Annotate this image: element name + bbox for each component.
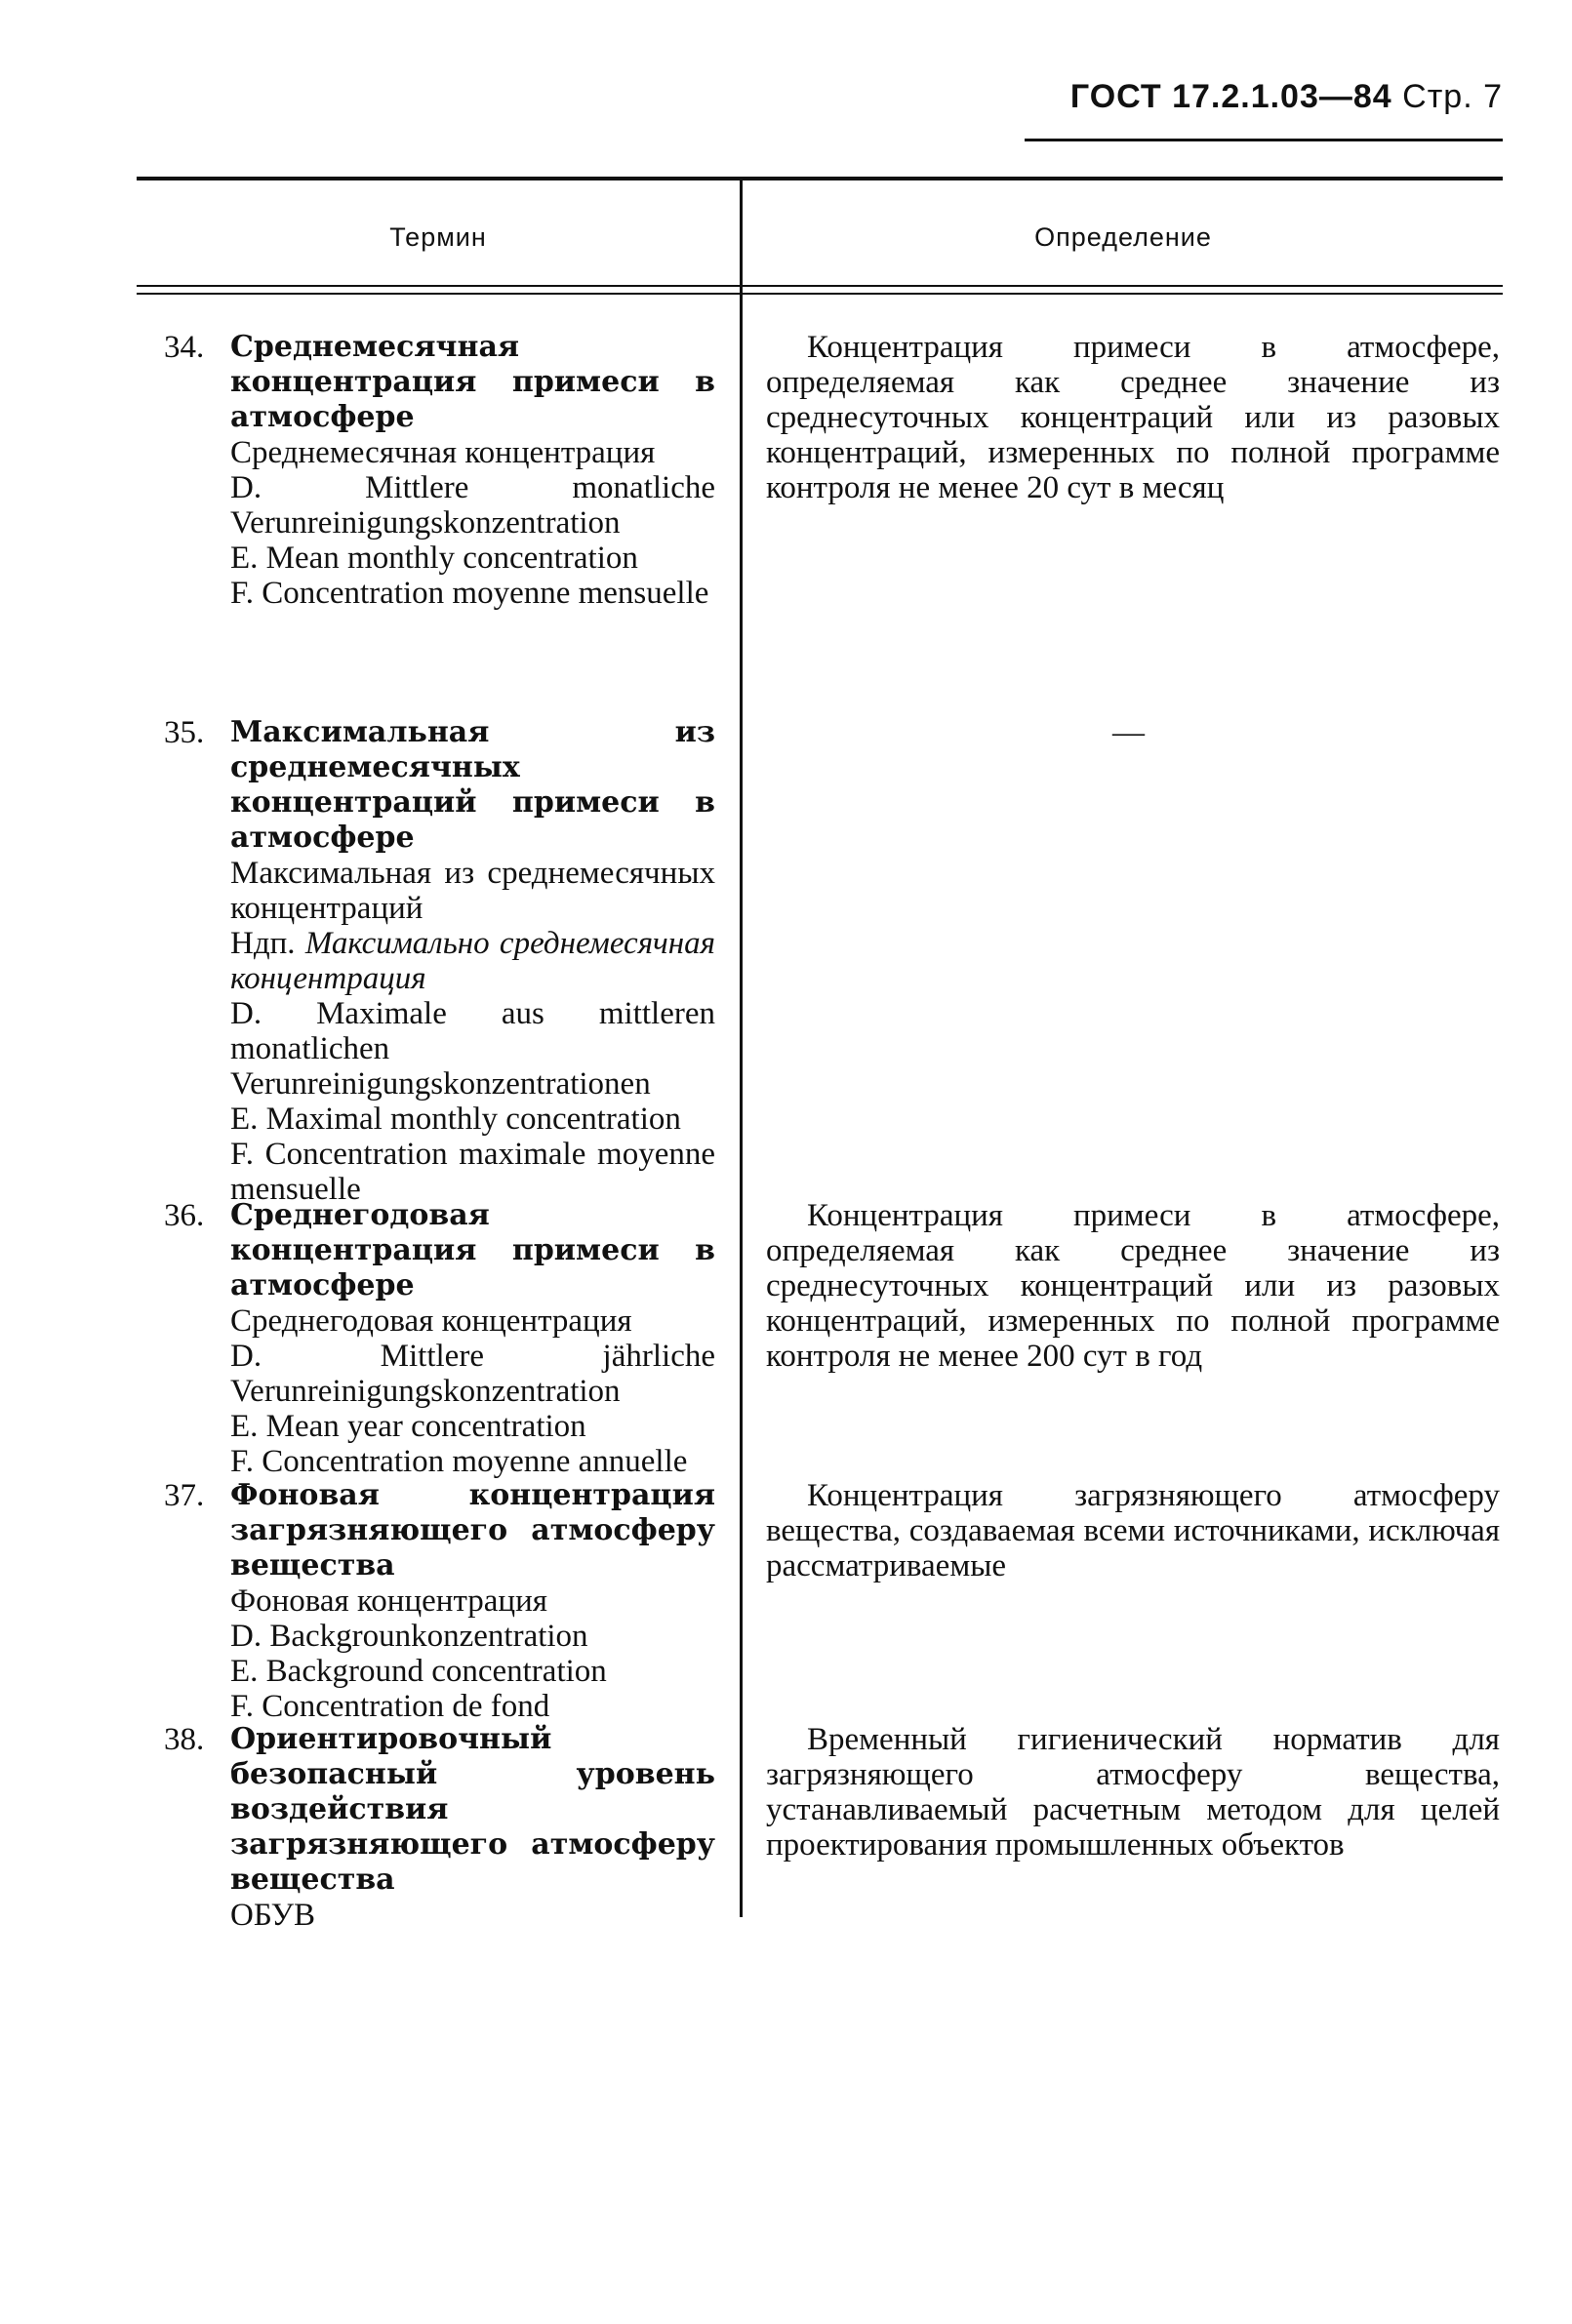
term-fr: F. Concentration de fond: [230, 1689, 550, 1724]
page-header: [1025, 78, 1503, 141]
term-number: 36.: [164, 1198, 205, 1233]
term-entry-37: [164, 1478, 715, 1724]
term-short: ОБУВ: [230, 1898, 315, 1933]
term-ndp: [230, 926, 715, 996]
term-entry-36: [164, 1198, 715, 1479]
term-short: Фоновая концентрация: [230, 1583, 547, 1619]
term-en: E. Background concentration: [230, 1654, 607, 1689]
definition-36: Концентрация примеси в атмосфере, определяемая как среднее значение из среднесуточных концентраций или из разовых концентраций, измеренных по полной программе контроля не менее 200 сут в год: [766, 1198, 1500, 1374]
term-de: D. Maximale aus mittleren monatlichen Verunreinigungskonzentrationen: [230, 996, 715, 1102]
term-fr: F. Concentration maximale moyenne mensuelle: [230, 1137, 715, 1207]
column-divider: [740, 180, 743, 1917]
term-number: 38.: [164, 1722, 205, 1757]
term-de: D. Mittlere jährliche Verunreinigungskonzentration: [230, 1339, 715, 1409]
definition-34: Концентрация примеси в атмосфере, определяемая как среднее значение из среднесуточных концентраций или из разовых концентраций, измеренных по полной программе контроля не менее 20 сут в месяц: [766, 330, 1500, 505]
term-number: 34.: [164, 330, 205, 365]
term-number: 37.: [164, 1478, 205, 1513]
definition-38: Временный гигиенический норматив для загрязняющего атмосферу вещества, устанавливаемый расчетным методом для целей проектирования промышленных объектов: [766, 1722, 1500, 1863]
header-rule-double: [137, 293, 1503, 295]
term-de: D. Backgrounkonzentration: [230, 1619, 588, 1654]
term-title: Среднегодовая концентрация примеси в атмосфере: [230, 1198, 715, 1302]
term-entry-34: [164, 330, 715, 611]
definition-37: Концентрация загрязняющего атмосферу вещества, создаваемая всеми источниками, исключая рассматриваемые: [766, 1478, 1500, 1583]
column-header-definition: Определение: [1034, 222, 1212, 252]
page-number: Стр. 7: [1402, 78, 1503, 115]
term-short: Максимальная из среднемесячных концентраций: [230, 856, 715, 926]
term-title: Ориентировочный безопасный уровень воздействия загрязняющего атмосферу вещества: [230, 1722, 715, 1897]
term-title: Среднемесячная концентрация примеси в атмосфере: [230, 330, 715, 434]
table-top-rule: [137, 177, 1503, 180]
term-short: Среднемесячная концентрация: [230, 435, 656, 470]
term-fr: F. Concentration moyenne annuelle: [230, 1444, 688, 1479]
ndp-label: Ндп.: [230, 926, 296, 961]
term-de: D. Mittlere monatliche Verunreinigungskonzentration: [230, 470, 715, 541]
ndp-value: Максимально среднемесячная концентрация: [230, 926, 715, 996]
header-rule: [137, 285, 1503, 287]
term-title: Фоновая концентрация загрязняющего атмосферу вещества: [230, 1478, 715, 1583]
term-en: E. Mean year concentration: [230, 1409, 586, 1444]
term-short: Среднегодовая концентрация: [230, 1303, 632, 1339]
term-fr: F. Concentration moyenne mensuelle: [230, 576, 709, 611]
term-entry-35: [164, 715, 715, 1207]
term-number: 35.: [164, 715, 205, 750]
term-title: Максимальная из среднемесячных концентраций примеси в атмосфере: [230, 715, 715, 855]
term-en: E. Mean monthly concentration: [230, 541, 638, 576]
definition-35: —: [1112, 715, 1145, 750]
column-header-term: Термин: [389, 222, 487, 252]
standard-code: ГОСТ 17.2.1.03—84: [1069, 78, 1392, 115]
term-en: E. Maximal monthly concentration: [230, 1102, 681, 1137]
term-entry-38: [164, 1722, 715, 1933]
